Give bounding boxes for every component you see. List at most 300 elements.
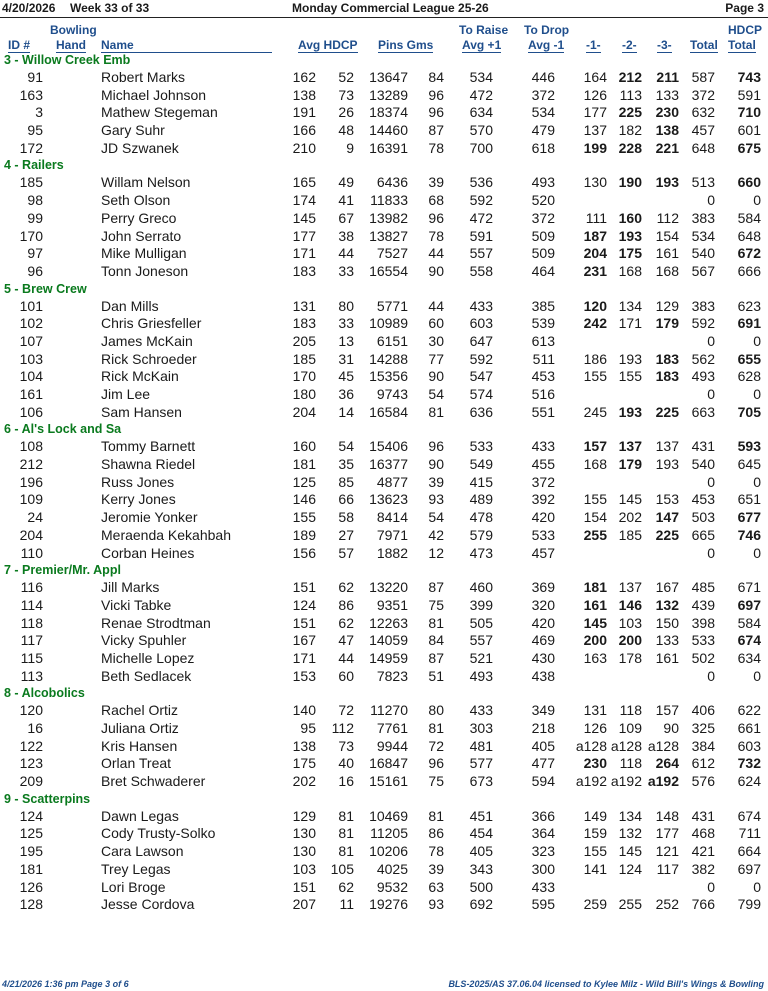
cell-drop: 595	[531, 896, 555, 913]
cell-g2: 225	[618, 104, 642, 121]
cell-drop: 218	[531, 720, 555, 736]
cell-g2: 255	[618, 896, 642, 913]
cell-g2: 168	[618, 262, 642, 279]
cell-g1: 157	[583, 438, 607, 455]
cell-g3: 148	[655, 807, 679, 824]
cell-id: 126	[19, 878, 43, 895]
col-hdcp-total: Total	[728, 38, 756, 52]
cell-pins: 10469	[369, 807, 408, 824]
cell-hdcp: 13	[338, 332, 354, 349]
cell-htotal: 648	[737, 227, 761, 244]
column-headers	[0, 20, 768, 52]
cell-total: 421	[691, 843, 715, 860]
cell-g3: 193	[655, 456, 679, 473]
cell-gms: 96	[428, 209, 444, 226]
cell-gms: 78	[428, 227, 444, 244]
cell-id: 110	[20, 544, 43, 561]
cell-id: 195	[19, 843, 43, 860]
cell-htotal: 0	[753, 332, 761, 349]
table-row	[0, 298, 768, 316]
cell-id: 108	[19, 438, 43, 455]
cell-total: 453	[691, 491, 715, 508]
cell-id: 163	[19, 86, 43, 103]
table-row	[0, 773, 768, 791]
table-row	[0, 509, 768, 527]
table-row	[0, 879, 768, 897]
cell-htotal: 697	[737, 860, 761, 877]
cell-raise: 536	[469, 174, 493, 191]
cell-total: 325	[691, 720, 715, 736]
cell-g2: 200	[618, 632, 642, 649]
cell-id: 95	[27, 122, 43, 139]
cell-id: 103	[19, 350, 43, 367]
col-id: ID #	[8, 38, 31, 52]
cell-id: 106	[19, 403, 43, 420]
cell-id: 24	[27, 509, 43, 526]
cell-g1: 259	[583, 896, 607, 913]
cell-raise: 303	[469, 720, 493, 736]
col-to-drop-bottom: Avg -1	[528, 38, 565, 52]
cell-raise: 634	[469, 104, 493, 121]
cell-id: 161	[19, 386, 43, 402]
cell-raise: 343	[469, 860, 493, 877]
cell-g1: 130	[583, 174, 607, 191]
report-week: Week 33 of 33	[70, 1, 150, 15]
cell-id: 122	[19, 737, 43, 754]
cell-name: Tonn Joneson	[101, 262, 189, 279]
table-row	[0, 228, 768, 246]
cell-name: Mike Mulligan	[101, 245, 187, 262]
cell-avg: 204	[292, 403, 316, 420]
cell-g2: 182	[618, 122, 642, 139]
cell-avg: 180	[292, 386, 316, 402]
cell-htotal: 593	[737, 438, 761, 455]
cell-htotal: 671	[737, 579, 761, 596]
cell-id: 107	[19, 332, 43, 349]
cell-g1: 245	[583, 403, 607, 420]
cell-avg: 138	[292, 86, 316, 103]
cell-htotal: 584	[737, 209, 761, 226]
cell-drop: 372	[531, 86, 555, 103]
cell-id: 114	[20, 596, 43, 613]
cell-g1: 126	[583, 720, 607, 736]
cell-raise: 481	[469, 737, 493, 754]
cell-gms: 81	[428, 720, 444, 736]
cell-name: Gary Suhr	[101, 122, 165, 139]
cell-g1: 154	[583, 509, 607, 526]
cell-id: 125	[19, 825, 43, 842]
table-row	[0, 474, 768, 492]
cell-gms: 72	[428, 737, 444, 754]
cell-raise: 460	[469, 579, 493, 596]
cell-g2: 118	[619, 702, 642, 719]
cell-name: Mathew Stegeman	[101, 104, 218, 121]
cell-g2: 179	[618, 456, 642, 473]
cell-name: Seth Olson	[101, 192, 171, 209]
cell-htotal: 697	[737, 596, 761, 613]
cell-raise: 558	[469, 262, 493, 279]
cell-drop: 594	[531, 773, 555, 790]
cell-hdcp: 60	[338, 667, 354, 684]
cell-raise: 636	[469, 403, 493, 420]
cell-avg: 171	[292, 245, 316, 262]
cell-gms: 39	[428, 473, 444, 490]
cell-hdcp: 52	[338, 69, 354, 85]
cell-total: 382	[691, 860, 715, 877]
cell-avg: 151	[292, 614, 316, 631]
cell-avg: 177	[292, 227, 316, 244]
cell-avg: 174	[292, 192, 316, 209]
cell-gms: 90	[428, 262, 444, 279]
cell-total: 534	[691, 227, 715, 244]
team-heading: 7 - Premier/Mr. Appl	[4, 563, 121, 578]
cell-g2: 113	[619, 86, 642, 103]
cell-g2: 202	[618, 509, 642, 526]
cell-htotal: 655	[737, 350, 761, 367]
cell-raise: 591	[469, 227, 493, 244]
cell-gms: 87	[428, 122, 444, 139]
cell-total: 540	[691, 456, 715, 473]
cell-avg: 151	[292, 878, 316, 895]
cell-raise: 603	[469, 315, 493, 332]
cell-g1: 159	[583, 825, 607, 842]
cell-drop: 464	[531, 262, 555, 279]
cell-g3: 154	[655, 227, 679, 244]
cell-drop: 372	[531, 473, 555, 490]
cell-id: 181	[19, 860, 43, 877]
cell-total: 0	[707, 332, 715, 349]
cell-htotal: 601	[737, 122, 761, 139]
cell-name: Kerry Jones	[101, 491, 176, 508]
cell-pins: 13982	[369, 209, 408, 226]
cell-total: 468	[691, 825, 715, 842]
cell-gms: 90	[428, 368, 444, 385]
cell-raise: 577	[469, 755, 493, 772]
cell-avg: 130	[292, 825, 316, 842]
cell-total: 0	[707, 878, 715, 895]
cell-avg: 207	[292, 896, 316, 913]
cell-g3: 179	[655, 315, 679, 332]
cell-name: Robert Marks	[101, 69, 186, 85]
cell-raise: 579	[469, 526, 493, 543]
cell-htotal: 799	[737, 896, 761, 913]
cell-avg: 210	[292, 139, 316, 156]
cell-hdcp: 81	[338, 807, 354, 824]
cell-htotal: 624	[737, 773, 761, 790]
cell-g3: 133	[655, 632, 679, 649]
cell-htotal: 672	[737, 245, 761, 262]
cell-raise: 399	[469, 596, 493, 613]
cell-raise: 557	[469, 632, 493, 649]
cell-name: Dan Mills	[101, 297, 159, 314]
cell-name: Kris Hansen	[101, 737, 178, 754]
cell-g2: 132	[618, 825, 642, 842]
col-game-3: -3-	[657, 38, 672, 52]
cell-hdcp: 27	[338, 526, 354, 543]
cell-gms: 39	[428, 860, 444, 877]
cell-avg: 138	[292, 737, 316, 754]
cell-pins: 13827	[369, 227, 408, 244]
cell-gms: 54	[428, 386, 444, 402]
cell-gms: 81	[428, 807, 444, 824]
cell-raise: 478	[469, 509, 493, 526]
cell-raise: 415	[469, 473, 493, 490]
table-row	[0, 104, 768, 122]
cell-g2: 134	[618, 807, 642, 824]
table-row	[0, 456, 768, 474]
cell-hdcp: 66	[338, 491, 354, 508]
cell-total: 372	[691, 86, 715, 103]
cell-avg: 103	[292, 860, 316, 877]
table-row	[0, 808, 768, 826]
cell-id: 116	[20, 579, 43, 596]
cell-name: Juliana Ortiz	[101, 720, 179, 736]
cell-raise: 521	[469, 649, 493, 666]
cell-name: Vicki Tabke	[101, 596, 172, 613]
cell-htotal: 0	[753, 473, 761, 490]
cell-drop: 453	[531, 368, 555, 385]
cell-gms: 81	[428, 403, 444, 420]
footer-timestamp: 4/21/2026 1:36 pm Page 3 of 6	[2, 979, 129, 989]
cell-g1: 120	[583, 297, 607, 314]
cell-g3: 183	[655, 368, 679, 385]
cell-name: Michelle Lopez	[101, 649, 195, 666]
cell-g1: 111	[585, 209, 607, 226]
cell-name: John Serrato	[101, 227, 182, 244]
cell-htotal: 664	[737, 843, 761, 860]
cell-drop: 433	[531, 438, 555, 455]
cell-g2: 145	[618, 491, 642, 508]
cell-g2: 160	[618, 209, 642, 226]
cell-pins: 16847	[369, 755, 408, 772]
cell-pins: 14460	[369, 122, 408, 139]
cell-id: 123	[19, 755, 43, 772]
cell-total: 567	[691, 262, 715, 279]
cell-total: 503	[691, 509, 715, 526]
cell-raise: 433	[469, 702, 493, 719]
cell-g1: 137	[583, 122, 607, 139]
table-row	[0, 545, 768, 563]
cell-hdcp: 105	[330, 860, 354, 877]
cell-g3: 117	[656, 860, 679, 877]
cell-id: 118	[20, 614, 43, 631]
cell-name: Sam Hansen	[101, 403, 182, 420]
report-date: 4/20/2026	[2, 1, 56, 15]
cell-g1: 141	[583, 860, 607, 877]
cell-raise: 534	[469, 69, 493, 85]
cell-raise: 493	[469, 667, 493, 684]
cell-g3: 211	[656, 69, 679, 85]
cell-name: Rick McKain	[101, 368, 179, 385]
cell-avg: 160	[292, 438, 316, 455]
cell-pins: 13647	[369, 69, 408, 85]
cell-total: 0	[707, 386, 715, 402]
cell-htotal: 710	[737, 104, 761, 121]
cell-hdcp: 81	[338, 825, 354, 842]
cell-drop: 420	[531, 614, 555, 631]
table-row	[0, 527, 768, 545]
cell-drop: 364	[531, 825, 555, 842]
cell-htotal: 645	[737, 456, 761, 473]
cell-name: Dawn Legas	[101, 807, 179, 824]
cell-total: 485	[691, 579, 715, 596]
cell-htotal: 0	[753, 192, 761, 209]
cell-total: 648	[691, 139, 715, 156]
cell-g2: 118	[619, 755, 642, 772]
cell-raise: 500	[469, 878, 493, 895]
cell-total: 384	[691, 737, 715, 754]
table-row	[0, 738, 768, 756]
cell-drop: 320	[531, 596, 555, 613]
cell-drop: 509	[531, 227, 555, 244]
cell-hdcp: 57	[338, 544, 354, 561]
league-name: Monday Commercial League 25-26	[292, 1, 489, 15]
cell-pins: 16554	[369, 262, 408, 279]
cell-g1: 155	[583, 368, 607, 385]
cell-raise: 700	[469, 139, 493, 156]
cell-hdcp: 47	[338, 632, 354, 649]
cell-g2: 137	[618, 438, 642, 455]
col-to-drop-top: To Drop	[524, 23, 570, 37]
cell-g1: 131	[583, 702, 607, 719]
cell-g1: 199	[583, 139, 607, 156]
cell-raise: 547	[469, 368, 493, 385]
cell-total: 439	[691, 596, 715, 613]
cell-hdcp: 40	[338, 755, 354, 772]
cell-hdcp: 26	[338, 104, 354, 121]
cell-avg: 156	[292, 544, 316, 561]
table-row	[0, 174, 768, 192]
cell-gms: 93	[428, 896, 444, 913]
cell-hdcp: 73	[338, 86, 354, 103]
cell-drop: 479	[531, 122, 555, 139]
cell-avg: 129	[292, 807, 316, 824]
table-row	[0, 650, 768, 668]
cell-id: 204	[19, 526, 43, 543]
cell-gms: 96	[428, 755, 444, 772]
cell-g3: 150	[655, 614, 679, 631]
cell-g3: 193	[655, 174, 679, 191]
cell-hdcp: 86	[338, 596, 354, 613]
cell-g3: 153	[655, 491, 679, 508]
cell-name: Michael Johnson	[101, 86, 207, 103]
cell-raise: 549	[469, 456, 493, 473]
cell-total: 587	[691, 69, 715, 85]
cell-pins: 7823	[376, 667, 408, 684]
cell-raise: 489	[469, 491, 493, 508]
cell-g1: 200	[583, 632, 607, 649]
table-row	[0, 720, 768, 738]
cell-total: 493	[691, 368, 715, 385]
cell-g2: 228	[618, 139, 642, 156]
cell-g3: 183	[655, 350, 679, 367]
report-footer	[0, 977, 768, 991]
cell-hdcp: 85	[338, 473, 354, 490]
cell-htotal: 661	[737, 720, 761, 736]
col-avg-hdcp: Avg HDCP	[298, 38, 358, 52]
cell-id: 212	[19, 456, 43, 473]
cell-raise: 451	[469, 807, 493, 824]
cell-g2: 190	[618, 174, 642, 191]
cell-g1: 177	[583, 104, 607, 121]
cell-gms: 93	[428, 491, 444, 508]
col-name: Name	[101, 38, 272, 53]
cell-id: 120	[19, 702, 43, 719]
cell-gms: 86	[428, 825, 444, 842]
cell-name: Rachel Ortiz	[101, 702, 179, 719]
table-row	[0, 491, 768, 509]
cell-g2: 175	[618, 245, 642, 262]
cell-drop: 385	[531, 297, 555, 314]
cell-name: Cody Trusty-Solko	[101, 825, 216, 842]
cell-name: Chris Griesfeller	[101, 315, 202, 332]
cell-g3: 230	[655, 104, 679, 121]
cell-pins: 6436	[376, 174, 408, 191]
cell-avg: 181	[292, 456, 316, 473]
cell-pins: 10989	[369, 315, 408, 332]
team-heading: 9 - Scatterpins	[4, 791, 91, 806]
cell-hdcp: 33	[338, 315, 354, 332]
cell-raise: 574	[469, 386, 493, 402]
cell-raise: 673	[469, 773, 493, 790]
cell-g3: a128	[647, 737, 679, 754]
cell-gms: 63	[428, 878, 444, 895]
cell-total: 502	[691, 649, 715, 666]
cell-pins: 9351	[376, 596, 408, 613]
table-row	[0, 69, 768, 87]
cell-pins: 11833	[370, 192, 408, 209]
cell-avg: 171	[292, 649, 316, 666]
cell-drop: 420	[531, 509, 555, 526]
cell-pins: 1882	[376, 544, 408, 561]
cell-name: Jill Marks	[101, 579, 160, 596]
cell-id: 109	[19, 491, 43, 508]
cell-drop: 539	[531, 315, 555, 332]
cell-gms: 39	[428, 174, 444, 191]
cell-id: 115	[20, 649, 43, 666]
cell-g3: 137	[655, 438, 679, 455]
table-row	[0, 632, 768, 650]
cell-total: 431	[691, 807, 715, 824]
cell-pins: 18374	[369, 104, 408, 121]
cell-g2: 109	[618, 720, 642, 736]
cell-htotal: 666	[737, 262, 761, 279]
cell-g1: a128	[575, 737, 607, 754]
cell-pins: 15356	[369, 368, 408, 385]
cell-htotal: 675	[737, 139, 761, 156]
cell-g3: 161	[655, 649, 679, 666]
cell-hdcp: 44	[338, 245, 354, 262]
col-bowling-top: Bowling	[50, 23, 97, 37]
cell-avg: 95	[300, 720, 316, 736]
cell-pins: 8414	[376, 509, 408, 526]
cell-name: Bret Schwaderer	[101, 773, 206, 790]
cell-pins: 16584	[369, 403, 408, 420]
cell-g3: 129	[655, 297, 679, 314]
cell-g3: 167	[655, 579, 679, 596]
cell-avg: 185	[292, 350, 316, 367]
cell-id: 196	[19, 473, 43, 490]
cell-pins: 5771	[376, 297, 408, 314]
table-row	[0, 315, 768, 333]
cell-drop: 511	[532, 350, 555, 367]
cell-g1: 168	[583, 456, 607, 473]
team-heading: 3 - Willow Creek Emb	[4, 53, 131, 67]
cell-total: 665	[691, 526, 715, 543]
cell-hdcp: 73	[338, 737, 354, 754]
col-to-raise-bottom: Avg +1	[462, 38, 502, 52]
cell-name: Russ Jones	[101, 473, 175, 490]
